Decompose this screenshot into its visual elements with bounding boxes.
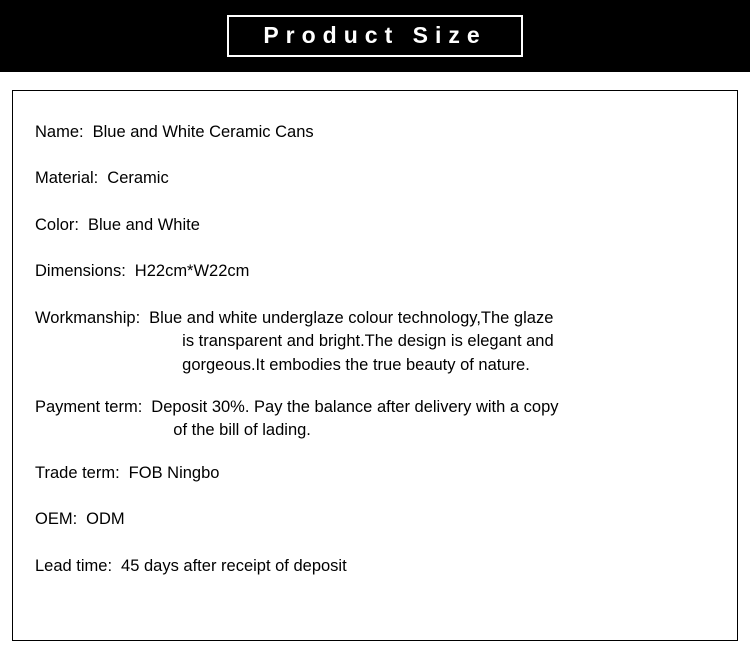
page-title: Product Size	[263, 22, 487, 48]
spec-row	[35, 260, 715, 283]
spec-value-line: Deposit 30%. Pay the balance after delivery with a copy	[151, 397, 559, 416]
spec-value	[107, 167, 715, 190]
spec-value-line: is transparent and bright.The design is elegant and	[182, 332, 554, 351]
spec-value-line: of the bill of lading.	[173, 421, 311, 440]
specification-list	[35, 121, 715, 578]
spec-label: Trade term:	[35, 463, 120, 482]
spec-label: Lead time:	[35, 556, 113, 575]
spec-value	[86, 508, 715, 531]
header-banner	[0, 0, 750, 72]
spec-value-line: Blue and White	[88, 215, 200, 234]
spec-row	[35, 555, 715, 578]
spec-value-line: H22cm*W22cm	[134, 262, 250, 281]
spec-row	[35, 508, 715, 531]
spec-label: OEM:	[35, 510, 78, 529]
spec-value-line: ODM	[86, 510, 125, 529]
spec-value	[149, 307, 715, 377]
spec-row	[35, 214, 715, 237]
spec-row	[35, 307, 715, 377]
spec-value-line: Blue and White Ceramic Cans	[92, 123, 314, 141]
spec-row	[35, 396, 715, 443]
specification-card	[12, 90, 738, 641]
spec-value-line: gorgeous.It embodies the true beauty of nature.	[182, 355, 530, 374]
spec-label: Name:	[35, 123, 84, 141]
spec-row	[35, 121, 715, 144]
spec-value-line: Ceramic	[107, 169, 169, 188]
spec-value-line: 45 days after receipt of deposit	[121, 556, 347, 575]
spec-label: Workmanship:	[35, 308, 141, 327]
spec-label: Material:	[35, 169, 99, 188]
header-title-frame	[227, 15, 522, 57]
spec-label: Color:	[35, 215, 80, 234]
spec-row	[35, 167, 715, 190]
spec-label: Payment term:	[35, 397, 143, 416]
spec-value	[135, 260, 715, 283]
spec-value-line: FOB Ningbo	[128, 463, 220, 482]
spec-label: Dimensions:	[35, 262, 126, 281]
spec-value	[93, 121, 715, 144]
spec-value	[88, 214, 715, 237]
spec-value	[129, 462, 715, 485]
spec-value	[121, 555, 715, 578]
spec-value-line: Blue and white underglaze colour technology,The glaze	[149, 308, 554, 327]
spec-row	[35, 462, 715, 485]
spec-value	[151, 396, 715, 443]
